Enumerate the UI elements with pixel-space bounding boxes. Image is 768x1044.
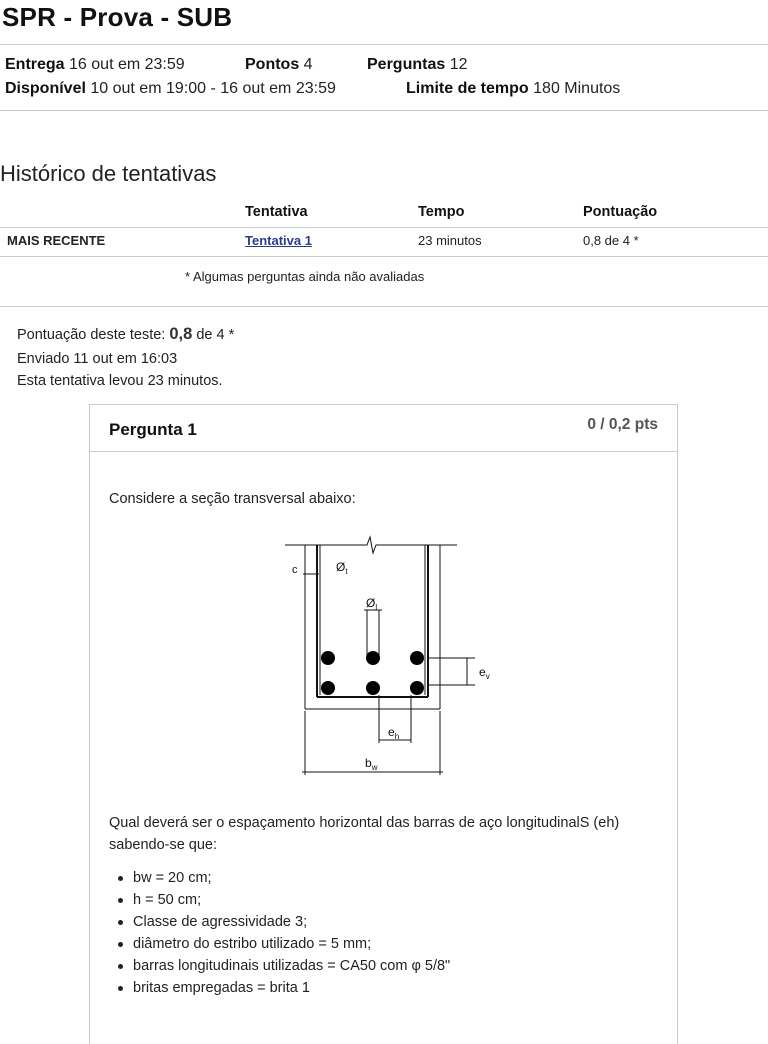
list-item: Classe de agressividade 3;: [109, 911, 450, 933]
page-title: SPR - Prova - SUB: [2, 2, 233, 32]
question-intro: Considere a seção transversal abaixo:: [109, 491, 356, 507]
attempt-link[interactable]: Tentativa 1: [245, 233, 312, 248]
attempt-time: 23 minutos: [418, 233, 482, 248]
table-divider: [0, 227, 768, 228]
attempt-cell: [245, 233, 312, 248]
list-item: bw = 20 cm;: [109, 867, 450, 889]
time-limit-info: Limite de tempo 180 Minutos: [406, 80, 621, 97]
question-title: Pergunta 1: [109, 420, 197, 439]
availability-info: Disponível 10 out em 19:00 - 16 out em 23:59: [5, 80, 336, 97]
cross-section-diagram: [285, 535, 490, 775]
question-prompt-line-1: Qual deverá ser o espaçamento horizontal das barras de aço longitudinalS (eh): [109, 815, 620, 831]
question-prompt-line-2: sabendo-se que:: [109, 837, 218, 853]
column-header-time: Tempo: [418, 204, 465, 220]
svg-text:Øt: $Ø_t$: [336, 560, 348, 576]
list-item: barras longitudinais utilizadas = CA50 com φ 5/8": [109, 955, 450, 977]
question-card: [89, 404, 678, 1044]
given-data-list: [109, 867, 450, 999]
list-item: britas empregadas = brita 1: [109, 977, 450, 999]
svg-text:bw: $b_w$: [365, 756, 378, 772]
score-value: 0,8: [169, 325, 193, 343]
questions-info: Perguntas 12: [367, 56, 468, 73]
rebar-bars: [321, 651, 424, 695]
latest-attempt-label: MAIS RECENTE: [7, 233, 106, 248]
divider: [0, 44, 768, 45]
points-info: Pontos 4: [245, 56, 313, 73]
divider: [0, 306, 768, 307]
list-item: h = 50 cm;: [109, 889, 450, 911]
due-date: Entrega 16 out em 23:59: [5, 56, 185, 73]
list-item: diâmetro do estribo utilizado = 5 mm;: [109, 933, 450, 955]
quiz-score: Pontuação deste teste: 0,8 de 4 *: [17, 325, 235, 343]
svg-text:eh: $e_h$: [388, 725, 400, 741]
attempt-duration: Esta tentativa levou 23 minutos.: [17, 373, 223, 389]
column-header-score: Pontuação: [583, 204, 658, 220]
question-header: [90, 405, 677, 452]
svg-text:Øl: $Ø_l$: [366, 596, 378, 612]
column-header-attempt: Tentativa: [245, 204, 308, 220]
svg-text:ev: $e_v$: [479, 665, 490, 681]
cover-label: c: [292, 564, 298, 576]
submitted-date: Enviado 11 out em 16:03: [17, 351, 178, 367]
ungraded-footnote: * Algumas perguntas ainda não avaliadas: [185, 269, 425, 284]
divider: [0, 110, 768, 111]
attempt-history-heading: Histórico de tentativas: [0, 161, 217, 186]
attempt-score: 0,8 de 4 *: [583, 233, 639, 248]
table-divider: [0, 256, 768, 257]
question-points: 0 / 0,2 pts: [587, 416, 658, 433]
